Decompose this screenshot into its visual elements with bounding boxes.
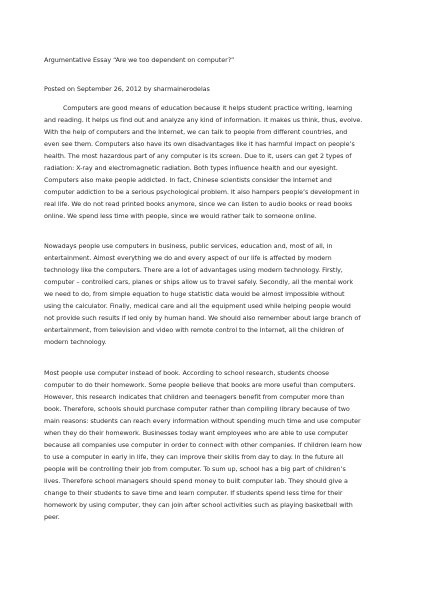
paragraph-line: computer addiction to be a serious psychological problem. It also hampers people’s development in [44, 188, 360, 196]
paragraph-line: health. The most hazardous part of any computer is its screen. Due to it, users can get 2 types of [44, 152, 352, 160]
paragraph-line: to use a computer in early in life, they can improve their skills from day to day. In the future all [44, 453, 344, 461]
paragraph-line: With the help of computers and the Internet, we can talk to people from different countries, and [44, 128, 348, 136]
paragraph-line: when they do their homework. Businesses today want employees who are able to use computer [44, 429, 348, 437]
paragraph-line: computer to do their homework. Some people believe that books are more useful than computers. [44, 381, 356, 389]
paragraph-line: we need to do, from simple equation to huge statistic data would be almost impossible without [44, 290, 345, 298]
paragraph-line: online. We spend less time with people, since we would rather talk to someone online. [44, 212, 317, 220]
paragraph-line: Computers also make people addicted. In fact, Chinese scientists consider the Internet and [44, 176, 332, 184]
paragraph-line: Nowadays people use computers in business, public services, education and, most of all, in [44, 242, 333, 250]
paragraph-line: not provide such results if led only by human hand. We should also remember about large branch of [44, 314, 361, 322]
paragraph-line: using the calculator. Finally, medical care and all the equipment used while helping people would [44, 302, 351, 310]
paragraph-line: homework by using computer, they can join after school activities such as playing basketball with [44, 501, 353, 509]
paragraph-line: However, this research indicates that children and teenagers benefit from computer more than [44, 393, 345, 401]
paragraph-line: radiation: X-ray and electromagnetic radiation. Both types influence health and our eyesight. [44, 164, 338, 172]
paragraph-line: modern technology. [44, 338, 107, 346]
paragraph-line: because all companies use computer in order to connect with other companies. If children learn how [44, 441, 362, 449]
post-meta: Posted on September 26, 2012 by sharmainerodelas [44, 85, 210, 93]
paragraph-line: people will be controlling their job from computer. To sum up, school has a big part of children’s [44, 465, 346, 473]
paragraph-line: even see them. Computers also have its own disadvantages like it has harmful impact on people’s [44, 140, 355, 148]
paragraph-line: technology like the computers. There are a lot of advantages using modern technology. Firstly, [44, 266, 343, 274]
paragraph-line: Computers are good means of education because it helps student practice writing, learning [63, 104, 353, 112]
essay-title: Argumentative Essay “Are we too dependent on computer?” [44, 56, 235, 64]
paragraph-line: change to their students to save time and learn computer. If students spend less time for their [44, 489, 343, 497]
paragraph-line: real life. We do not read printed books anymore, since we can listen to audio books or read books [44, 200, 353, 208]
paragraph-line: computer – controlled cars, planes or ships allow us to travel safely. Secondly, all the mental work [44, 278, 353, 286]
paragraph-line: entertainment, from television and video with remote control to the Internet, all the children of [44, 326, 344, 334]
paragraph-line: and reading. It helps us find out and analyze any kind of information. It makes us think, thus, evolve. [44, 116, 363, 124]
paragraph-line: peer. [44, 513, 60, 521]
paragraph-line: Most people use computer instead of book. According to school research, students choose [44, 369, 330, 377]
paragraph-line: main reasons: students can reach every information without spending much time and use computer [44, 417, 361, 425]
paragraph-line: entertainment. Almost everything we do and every aspect of our life is affected by modern [44, 254, 332, 262]
paragraph-line: lives. Therefore school managers should spend money to built computer lab. They should give a [44, 477, 348, 485]
paragraph-line: book. Therefore, schools should purchase computer rather than compiling library because of two [44, 405, 350, 413]
